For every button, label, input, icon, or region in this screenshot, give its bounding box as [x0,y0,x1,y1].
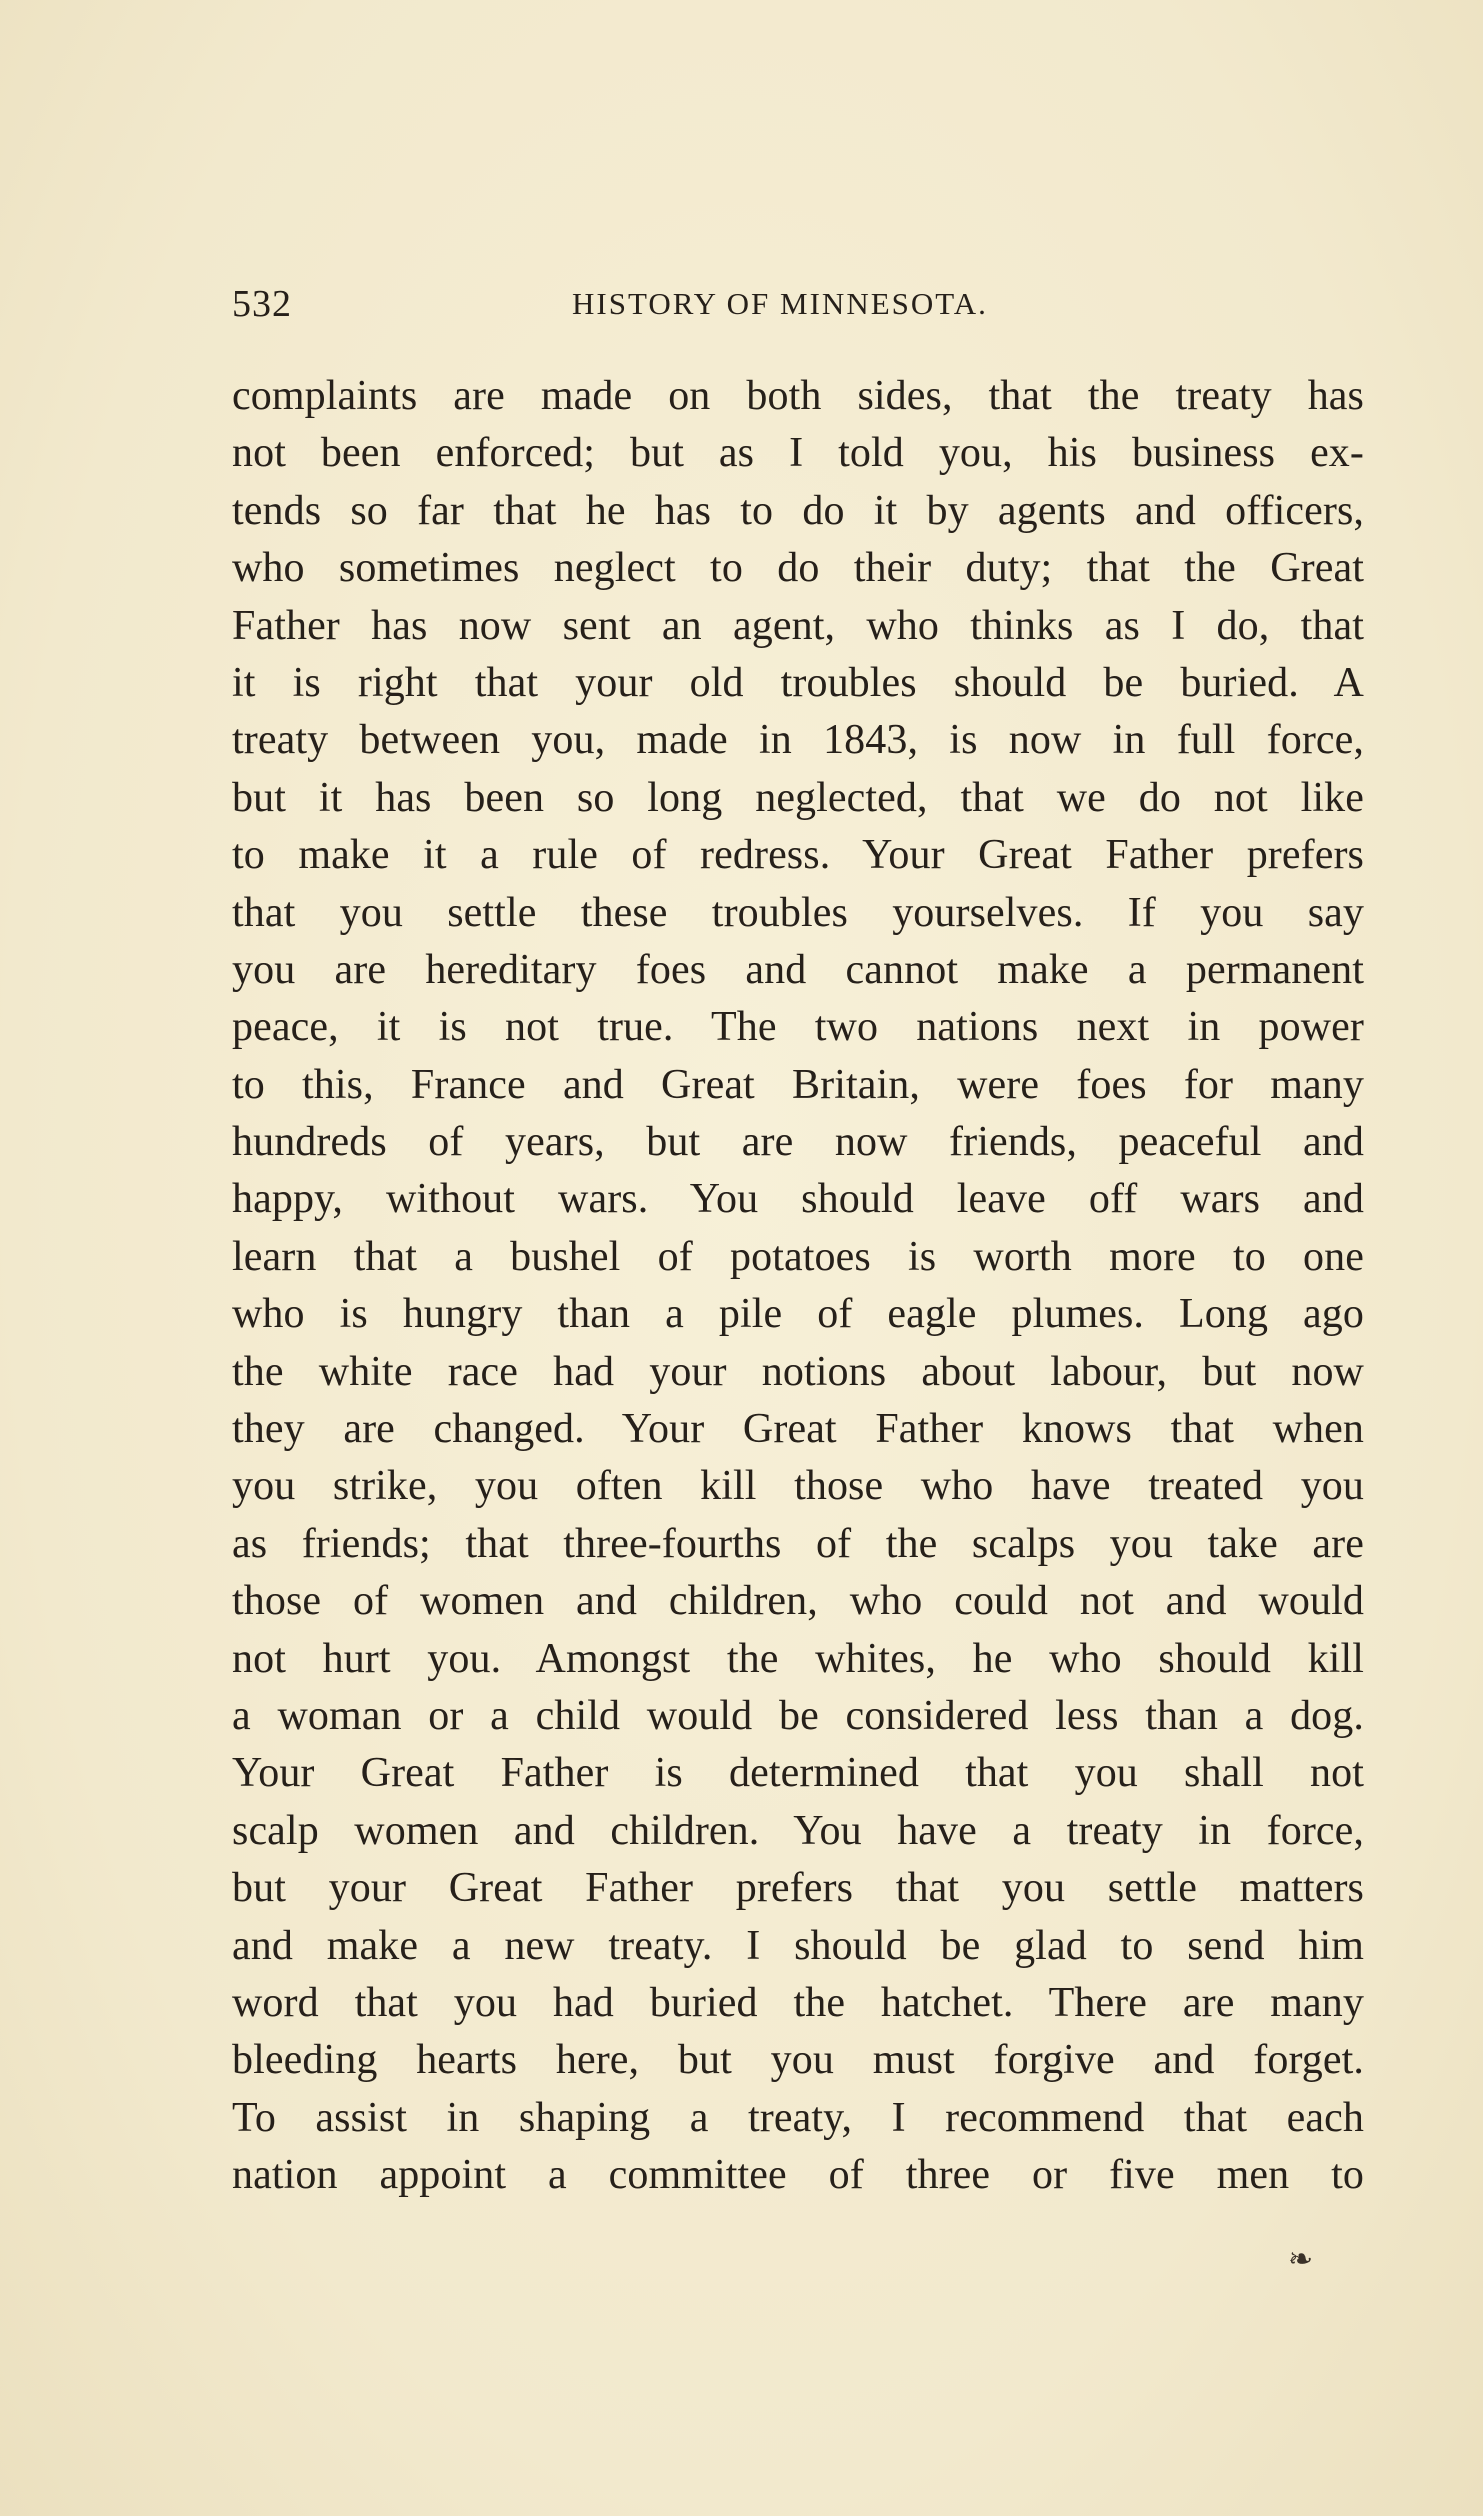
text-line: who is hungry than a pile of eagle plumes. Long ago [232,1291,1364,1338]
running-title: HISTORY OF MINNESOTA. [572,286,988,321]
body-text [232,368,1364,2205]
text-line: To assist in shaping a treaty, I recommend that each [232,2094,1364,2141]
text-line: scalp women and children. You have a treaty in force, [232,1807,1364,1854]
text-line: tends so far that he has to do it by agents and officers, [232,487,1364,534]
text-line: not hurt you. Amongst the whites, he who should kill [232,1635,1364,1682]
text-line: nation appoint a committee of three or five men to [232,2152,1364,2199]
text-line: that you settle these troubles yourselves. If you say [232,889,1364,936]
text-line: it is right that your old troubles should be buried. A [232,659,1364,706]
text-line: happy, without wars. You should leave off wars and [232,1176,1364,1223]
text-line: they are changed. Your Great Father knows that when [232,1406,1364,1453]
text-line: bleeding hearts here, but you must forgive and forget. [232,2037,1364,2084]
text-line: peace, it is not true. The two nations next in power [232,1004,1364,1051]
text-line: word that you had buried the hatchet. There are many [232,1979,1364,2026]
text-line: Your Great Father is determined that you shall not [232,1750,1364,1797]
text-line: and make a new treaty. I should be glad to send him [232,1922,1364,1969]
page-number: 532 [232,283,292,325]
text-line: treaty between you, made in 1843, is now in full force, [232,717,1364,764]
text-line: those of women and children, who could not and would [232,1578,1364,1625]
text-line: as friends; that three-fourths of the scalps you take are [232,1520,1364,1567]
running-head [232,282,1352,332]
text-line: a woman or a child would be considered less than a dog. [232,1692,1364,1739]
text-line: who sometimes neglect to do their duty; that the Great [232,545,1364,592]
text-line: hundreds of years, but are now friends, peaceful and [232,1119,1364,1166]
text-line: to make it a rule of redress. Your Great Father prefers [232,832,1364,879]
text-line: Father has now sent an agent, who thinks as I do, that [232,602,1364,649]
text-line: but it has been so long neglected, that we do not like [232,774,1364,821]
text-line: you strike, you often kill those who have treated you [232,1463,1364,1510]
text-line: but your Great Father prefers that you settle matters [232,1865,1364,1912]
text-line: learn that a bushel of potatoes is worth more to one [232,1233,1364,1280]
text-line: you are hereditary foes and cannot make a permanent [232,946,1364,993]
text-line: complaints are made on both sides, that the treaty has [232,373,1364,419]
text-line: not been enforced; but as I told you, his business ex- [232,430,1364,477]
text-line: to this, France and Great Britain, were foes for many [232,1061,1364,1108]
printer-mark: ❧ [1288,2243,1314,2276]
text-line: the white race had your notions about labour, but now [232,1348,1364,1395]
